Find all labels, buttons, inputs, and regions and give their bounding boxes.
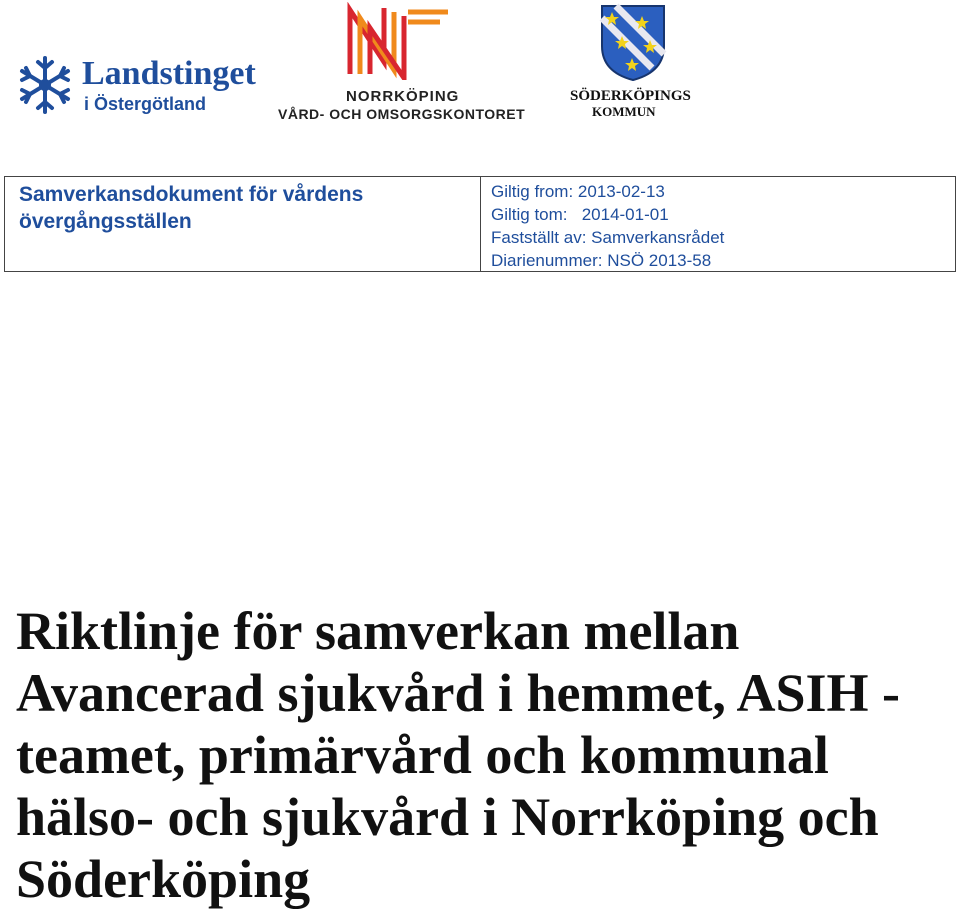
meta-valid-to bbox=[491, 203, 945, 226]
meta-value: Samverkansrådet bbox=[591, 228, 725, 247]
norrkoping-subtitle: VÅRD- OCH OMSORGSKONTORET bbox=[278, 106, 526, 122]
snowflake-icon bbox=[14, 54, 76, 116]
soderkoping-logo bbox=[562, 2, 702, 122]
meta-value: NSÖ 2013-58 bbox=[607, 251, 712, 270]
meta-label: Giltig from: bbox=[491, 182, 574, 201]
meta-registration-number bbox=[491, 249, 945, 272]
document-metadata bbox=[481, 177, 955, 271]
norrkoping-logo bbox=[278, 2, 528, 122]
document-header-table bbox=[4, 176, 956, 272]
landstinget-name: Landstinget bbox=[82, 55, 256, 92]
meta-label: Diarienummer: bbox=[491, 251, 603, 270]
landstinget-logo bbox=[14, 52, 274, 118]
soderkoping-name: SÖDERKÖPINGS bbox=[570, 88, 691, 104]
document-type: Samverkansdokument för vårdens övergångsställen bbox=[5, 177, 481, 271]
meta-value: 2013-02-13 bbox=[577, 182, 665, 201]
norrkoping-n-emblem-icon bbox=[344, 2, 454, 80]
meta-label: Fastställt av: bbox=[491, 228, 587, 247]
landstinget-subtitle: i Östergötland bbox=[84, 94, 207, 114]
page-title: Riktlinje för samverkan mellan Avancerad sjukvård i hemmet, ASIH - teamet, primärvård och kommunal hälso- och sjukvård i Norrköping och Söderköping bbox=[16, 601, 900, 909]
meta-established-by bbox=[491, 226, 945, 249]
meta-value: 2014-01-01 bbox=[581, 205, 669, 224]
meta-label: Giltig tom: bbox=[491, 205, 568, 224]
soderkoping-subtitle: KOMMUN bbox=[592, 104, 656, 119]
meta-valid-from bbox=[491, 180, 945, 203]
norrkoping-name: NORRKÖPING bbox=[346, 88, 460, 105]
soderkoping-coat-of-arms-icon bbox=[598, 2, 668, 82]
